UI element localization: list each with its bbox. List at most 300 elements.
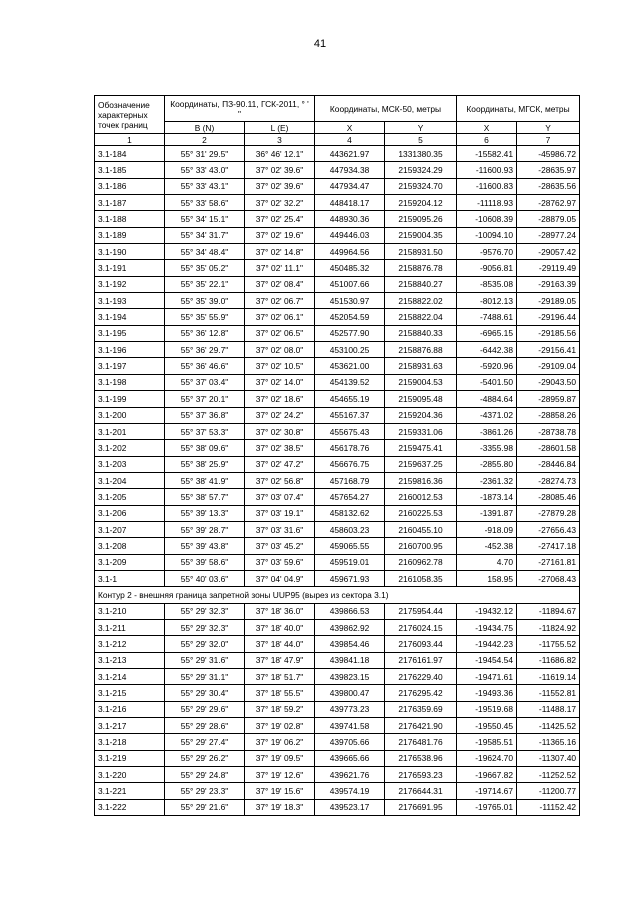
header-sub-msk-y: Y [385,122,457,134]
table-row [95,456,580,472]
mgsk-x-cell: -19434.75 [457,619,517,635]
msk-x-cell: 456676.75 [315,456,385,472]
mgsk-x-cell: -11600.93 [457,162,517,178]
msk-y-cell: 2158822.04 [385,309,457,325]
header-group-msk: Координаты, МСК-50, метры [315,96,457,122]
msk-y-cell: 2176421.90 [385,718,457,734]
table-row [95,538,580,554]
mgsk-x-cell: -19624.70 [457,750,517,766]
longitude-l-cell: 36° 46' 12.1" [245,146,315,162]
msk-y-cell: 2176644.31 [385,783,457,799]
mgsk-y-cell: -28879.05 [517,211,580,227]
mgsk-y-cell: -29043.50 [517,374,580,390]
latitude-b-cell: 55° 35' 05.2" [165,260,245,276]
point-id-cell: 3.1-193 [95,293,165,309]
longitude-l-cell: 37° 19' 09.5" [245,750,315,766]
table-row [95,570,580,586]
latitude-b-cell: 55° 34' 48.4" [165,244,245,260]
point-id-cell: 3.1-210 [95,603,165,619]
msk-y-cell: 2159324.70 [385,178,457,194]
msk-y-cell: 2176593.23 [385,767,457,783]
msk-x-cell: 439841.18 [315,652,385,668]
table-row [95,685,580,701]
msk-y-cell: 2159331.06 [385,423,457,439]
msk-x-cell: 455675.43 [315,423,385,439]
mgsk-x-cell: -19714.67 [457,783,517,799]
table-row [95,211,580,227]
mgsk-y-cell: -11894.67 [517,603,580,619]
longitude-l-cell: 37° 02' 08.4" [245,276,315,292]
latitude-b-cell: 55° 34' 15.1" [165,211,245,227]
latitude-b-cell: 55° 39' 43.8" [165,538,245,554]
point-id-cell: 3.1-206 [95,505,165,521]
msk-x-cell: 448930.36 [315,211,385,227]
latitude-b-cell: 55° 29' 26.2" [165,750,245,766]
msk-y-cell: 2159637.25 [385,456,457,472]
latitude-b-cell: 55° 39' 28.7" [165,521,245,537]
header-num-6: 6 [457,134,517,146]
latitude-b-cell: 55° 37' 36.8" [165,407,245,423]
latitude-b-cell: 55° 39' 13.3" [165,505,245,521]
latitude-b-cell: 55° 36' 12.8" [165,325,245,341]
mgsk-y-cell: -29109.04 [517,358,580,374]
msk-y-cell: 2160012.53 [385,489,457,505]
mgsk-y-cell: -28635.56 [517,178,580,194]
mgsk-y-cell: -28738.78 [517,423,580,439]
point-id-cell: 3.1-200 [95,407,165,423]
msk-y-cell: 2159204.12 [385,195,457,211]
msk-y-cell: 2176481.76 [385,734,457,750]
msk-x-cell: 458132.62 [315,505,385,521]
mgsk-y-cell: -28959.87 [517,391,580,407]
header-num-4: 4 [315,134,385,146]
point-id-cell: 3.1-190 [95,244,165,260]
point-id-cell: 3.1-197 [95,358,165,374]
latitude-b-cell: 55° 29' 23.3" [165,783,245,799]
mgsk-x-cell: 4.70 [457,554,517,570]
longitude-l-cell: 37° 03' 31.6" [245,521,315,537]
mgsk-y-cell: -27879.28 [517,505,580,521]
table-row [95,309,580,325]
longitude-l-cell: 37° 18' 55.5" [245,685,315,701]
point-id-cell: 3.1-185 [95,162,165,178]
mgsk-x-cell: -19550.45 [457,718,517,734]
mgsk-x-cell: -918.09 [457,521,517,537]
coordinates-table [94,95,580,816]
mgsk-y-cell: -11619.14 [517,669,580,685]
longitude-l-cell: 37° 02' 24.2" [245,407,315,423]
point-id-cell: 3.1-213 [95,652,165,668]
msk-x-cell: 451007.66 [315,276,385,292]
mgsk-y-cell: -11755.52 [517,636,580,652]
msk-x-cell: 439741.58 [315,718,385,734]
msk-x-cell: 449446.03 [315,227,385,243]
longitude-l-cell: 37° 02' 30.8" [245,423,315,439]
header-num-2: 2 [165,134,245,146]
mgsk-y-cell: -28635.97 [517,162,580,178]
mgsk-y-cell: -11365.16 [517,734,580,750]
point-id-cell: 3.1-219 [95,750,165,766]
point-id-cell: 3.1-216 [95,701,165,717]
mgsk-y-cell: -11252.52 [517,767,580,783]
msk-x-cell: 455167.37 [315,407,385,423]
table-row [95,195,580,211]
latitude-b-cell: 55° 39' 58.6" [165,554,245,570]
table-row [95,767,580,783]
msk-x-cell: 452577.90 [315,325,385,341]
point-id-cell: 3.1-209 [95,554,165,570]
latitude-b-cell: 55° 29' 32.0" [165,636,245,652]
latitude-b-cell: 55° 35' 55.9" [165,309,245,325]
table-row [95,146,580,162]
msk-y-cell: 2158876.88 [385,342,457,358]
msk-y-cell: 2176161.97 [385,652,457,668]
point-id-cell: 3.1-184 [95,146,165,162]
point-id-cell: 3.1-191 [95,260,165,276]
mgsk-y-cell: -11686.82 [517,652,580,668]
longitude-l-cell: 37° 02' 47.2" [245,456,315,472]
longitude-l-cell: 37° 02' 18.6" [245,391,315,407]
latitude-b-cell: 55° 29' 24.8" [165,767,245,783]
table-row [95,276,580,292]
table-row [95,325,580,341]
point-id-cell: 3.1-218 [95,734,165,750]
mgsk-x-cell: -19667.82 [457,767,517,783]
mgsk-x-cell: -19585.51 [457,734,517,750]
mgsk-y-cell: -28762.97 [517,195,580,211]
mgsk-x-cell: -9056.81 [457,260,517,276]
mgsk-y-cell: -29119.49 [517,260,580,276]
point-id-cell: 3.1-205 [95,489,165,505]
msk-x-cell: 448418.17 [315,195,385,211]
latitude-b-cell: 55° 33' 58.6" [165,195,245,211]
latitude-b-cell: 55° 38' 41.9" [165,472,245,488]
latitude-b-cell: 55° 29' 31.1" [165,669,245,685]
point-id-cell: 3.1-204 [95,472,165,488]
latitude-b-cell: 55° 29' 29.6" [165,701,245,717]
latitude-b-cell: 55° 29' 30.4" [165,685,245,701]
table-row [95,407,580,423]
point-id-cell: 3.1-186 [95,178,165,194]
mgsk-y-cell: -11824.92 [517,619,580,635]
msk-y-cell: 2160962.78 [385,554,457,570]
msk-x-cell: 447934.47 [315,178,385,194]
msk-x-cell: 453100.25 [315,342,385,358]
longitude-l-cell: 37° 18' 51.7" [245,669,315,685]
mgsk-y-cell: -29057.42 [517,244,580,260]
point-id-cell: 3.1-188 [95,211,165,227]
longitude-l-cell: 37° 19' 06.2" [245,734,315,750]
msk-x-cell: 439523.17 [315,799,385,815]
point-id-cell: 3.1-195 [95,325,165,341]
mgsk-x-cell: -19454.54 [457,652,517,668]
msk-y-cell: 2159095.26 [385,211,457,227]
table-row [95,374,580,390]
mgsk-x-cell: -11600.83 [457,178,517,194]
mgsk-y-cell: -45986.72 [517,146,580,162]
msk-x-cell: 439621.76 [315,767,385,783]
table-row [95,554,580,570]
msk-x-cell: 454655.19 [315,391,385,407]
msk-x-cell: 459519.01 [315,554,385,570]
latitude-b-cell: 55° 33' 43.0" [165,162,245,178]
latitude-b-cell: 55° 37' 20.1" [165,391,245,407]
mgsk-x-cell: -19519.68 [457,701,517,717]
latitude-b-cell: 55° 40' 03.6" [165,570,245,586]
table-row [95,358,580,374]
msk-x-cell: 439800.47 [315,685,385,701]
latitude-b-cell: 55° 37' 03.4" [165,374,245,390]
msk-y-cell: 2159816.36 [385,472,457,488]
mgsk-x-cell: -11118.93 [457,195,517,211]
latitude-b-cell: 55° 34' 31.7" [165,227,245,243]
mgsk-x-cell: -6965.15 [457,325,517,341]
msk-x-cell: 439866.53 [315,603,385,619]
header-sub-mgsk-y: Y [517,122,580,134]
latitude-b-cell: 55° 29' 21.6" [165,799,245,815]
mgsk-x-cell: -8535.08 [457,276,517,292]
msk-x-cell: 439854.46 [315,636,385,652]
table-row [95,162,580,178]
latitude-b-cell: 55° 38' 25.9" [165,456,245,472]
mgsk-y-cell: -27068.43 [517,570,580,586]
longitude-l-cell: 37° 02' 38.5" [245,440,315,456]
msk-y-cell: 2176229.40 [385,669,457,685]
table-row [95,391,580,407]
mgsk-x-cell: -3861.26 [457,423,517,439]
header-num-7: 7 [517,134,580,146]
mgsk-x-cell: -2361.32 [457,472,517,488]
header-num-1: 1 [95,134,165,146]
point-id-cell: 3.1-201 [95,423,165,439]
mgsk-y-cell: -11152.42 [517,799,580,815]
point-id-cell: 3.1-215 [95,685,165,701]
msk-x-cell: 439862.92 [315,619,385,635]
msk-y-cell: 1331380.35 [385,146,457,162]
longitude-l-cell: 37° 18' 59.2" [245,701,315,717]
mgsk-x-cell: -19493.36 [457,685,517,701]
longitude-l-cell: 37° 02' 32.2" [245,195,315,211]
msk-x-cell: 459065.55 [315,538,385,554]
mgsk-y-cell: -27417.18 [517,538,580,554]
latitude-b-cell: 55° 37' 53.3" [165,423,245,439]
mgsk-x-cell: -452.38 [457,538,517,554]
point-id-cell: 3.1-199 [95,391,165,407]
table-row [95,701,580,717]
longitude-l-cell: 37° 02' 08.0" [245,342,315,358]
mgsk-y-cell: -11488.17 [517,701,580,717]
msk-x-cell: 447934.38 [315,162,385,178]
msk-y-cell: 2159475.41 [385,440,457,456]
point-id-cell: 3.1-214 [95,669,165,685]
table-row [95,178,580,194]
msk-y-cell: 2160455.10 [385,521,457,537]
mgsk-y-cell: -11307.40 [517,750,580,766]
mgsk-y-cell: -28601.58 [517,440,580,456]
longitude-l-cell: 37° 19' 02.8" [245,718,315,734]
mgsk-y-cell: -28446.84 [517,456,580,472]
msk-x-cell: 454139.52 [315,374,385,390]
msk-x-cell: 456178.76 [315,440,385,456]
msk-x-cell: 459671.93 [315,570,385,586]
msk-y-cell: 2159095.48 [385,391,457,407]
latitude-b-cell: 55° 29' 32.3" [165,619,245,635]
msk-y-cell: 2158840.33 [385,325,457,341]
mgsk-x-cell: -3355.98 [457,440,517,456]
latitude-b-cell: 55° 38' 09.6" [165,440,245,456]
msk-x-cell: 458603.23 [315,521,385,537]
longitude-l-cell: 37° 03' 59.6" [245,554,315,570]
msk-y-cell: 2159204.36 [385,407,457,423]
table-row [95,260,580,276]
table-row [95,521,580,537]
table-row [95,423,580,439]
longitude-l-cell: 37° 02' 25.4" [245,211,315,227]
msk-x-cell: 439705.66 [315,734,385,750]
longitude-l-cell: 37° 19' 18.3" [245,799,315,815]
mgsk-x-cell: -19432.12 [457,603,517,619]
msk-x-cell: 439823.15 [315,669,385,685]
mgsk-x-cell: -5920.96 [457,358,517,374]
msk-y-cell: 2176359.69 [385,701,457,717]
longitude-l-cell: 37° 18' 36.0" [245,603,315,619]
mgsk-y-cell: -11425.52 [517,718,580,734]
point-id-cell: 3.1-211 [95,619,165,635]
point-id-cell: 3.1-217 [95,718,165,734]
latitude-b-cell: 55° 36' 29.7" [165,342,245,358]
mgsk-x-cell: -4371.02 [457,407,517,423]
longitude-l-cell: 37° 02' 56.8" [245,472,315,488]
latitude-b-cell: 55° 31' 29.5" [165,146,245,162]
mgsk-x-cell: -1391.87 [457,505,517,521]
table-row [95,293,580,309]
latitude-b-cell: 55° 29' 27.4" [165,734,245,750]
header-num-5: 5 [385,134,457,146]
mgsk-x-cell: -9576.70 [457,244,517,260]
header-group-geo: Координаты, ПЗ-90.11, ГСК-2011, ° ' " [165,96,315,122]
msk-x-cell: 452054.59 [315,309,385,325]
point-id-cell: 3.1-221 [95,783,165,799]
msk-y-cell: 2158876.78 [385,260,457,276]
msk-y-cell: 2158931.63 [385,358,457,374]
mgsk-x-cell: 158.95 [457,570,517,586]
mgsk-y-cell: -28977.24 [517,227,580,243]
table-row [95,718,580,734]
mgsk-y-cell: -29156.41 [517,342,580,358]
table-row [95,783,580,799]
longitude-l-cell: 37° 19' 15.6" [245,783,315,799]
mgsk-y-cell: -27161.81 [517,554,580,570]
msk-x-cell: 443621.97 [315,146,385,162]
header-sub-b: B (N) [165,122,245,134]
table-row [95,440,580,456]
contour-title: Контур 2 - внешняя граница запретной зоны UUP95 (вырез из сектора 3.1) [95,587,580,603]
table-row [95,227,580,243]
msk-y-cell: 2159004.53 [385,374,457,390]
point-id-cell: 3.1-187 [95,195,165,211]
longitude-l-cell: 37° 02' 06.5" [245,325,315,341]
table-row [95,342,580,358]
longitude-l-cell: 37° 19' 12.6" [245,767,315,783]
point-id-cell: 3.1-194 [95,309,165,325]
msk-x-cell: 439665.66 [315,750,385,766]
table-row [95,603,580,619]
mgsk-x-cell: -7488.61 [457,309,517,325]
msk-y-cell: 2176024.15 [385,619,457,635]
header-designation: Обозначение характерных точек границ [95,96,165,134]
header-sub-msk-x: X [315,122,385,134]
point-id-cell: 3.1-192 [95,276,165,292]
mgsk-y-cell: -29189.05 [517,293,580,309]
table-row [95,489,580,505]
mgsk-x-cell: -5401.50 [457,374,517,390]
msk-x-cell: 449964.56 [315,244,385,260]
mgsk-x-cell: -1873.14 [457,489,517,505]
longitude-l-cell: 37° 04' 04.9" [245,570,315,586]
msk-y-cell: 2160700.95 [385,538,457,554]
header-num-3: 3 [245,134,315,146]
longitude-l-cell: 37° 02' 19.6" [245,227,315,243]
table-row [95,505,580,521]
point-id-cell: 3.1-1 [95,570,165,586]
table-row [95,799,580,815]
msk-x-cell: 457168.79 [315,472,385,488]
msk-y-cell: 2161058.35 [385,570,457,586]
latitude-b-cell: 55° 38' 57.7" [165,489,245,505]
latitude-b-cell: 55° 29' 32.3" [165,603,245,619]
table-row [95,652,580,668]
msk-y-cell: 2158931.50 [385,244,457,260]
mgsk-x-cell: -19471.61 [457,669,517,685]
page-number: 41 [313,38,327,50]
latitude-b-cell: 55° 29' 28.6" [165,718,245,734]
header-group-mgsk: Координаты, МГСК, метры [457,96,580,122]
msk-x-cell: 439773.23 [315,701,385,717]
mgsk-y-cell: -28085.46 [517,489,580,505]
table-row [95,636,580,652]
point-id-cell: 3.1-198 [95,374,165,390]
msk-x-cell: 451530.97 [315,293,385,309]
point-id-cell: 3.1-189 [95,227,165,243]
msk-y-cell: 2158840.27 [385,276,457,292]
msk-y-cell: 2159004.35 [385,227,457,243]
mgsk-x-cell: -10608.39 [457,211,517,227]
mgsk-x-cell: -8012.13 [457,293,517,309]
point-id-cell: 3.1-196 [95,342,165,358]
msk-x-cell: 450485.32 [315,260,385,276]
longitude-l-cell: 37° 18' 40.0" [245,619,315,635]
mgsk-x-cell: -15582.41 [457,146,517,162]
mgsk-x-cell: -19765.01 [457,799,517,815]
longitude-l-cell: 37° 02' 06.1" [245,309,315,325]
table-row [95,669,580,685]
point-id-cell: 3.1-208 [95,538,165,554]
msk-x-cell: 457654.27 [315,489,385,505]
mgsk-y-cell: -29163.39 [517,276,580,292]
msk-y-cell: 2176295.42 [385,685,457,701]
msk-y-cell: 2160225.53 [385,505,457,521]
longitude-l-cell: 37° 18' 47.9" [245,652,315,668]
table-row [95,472,580,488]
latitude-b-cell: 55° 35' 22.1" [165,276,245,292]
latitude-b-cell: 55° 36' 46.6" [165,358,245,374]
mgsk-x-cell: -4884.64 [457,391,517,407]
longitude-l-cell: 37° 02' 06.7" [245,293,315,309]
msk-y-cell: 2159324.29 [385,162,457,178]
longitude-l-cell: 37° 03' 07.4" [245,489,315,505]
mgsk-x-cell: -2855.80 [457,456,517,472]
longitude-l-cell: 37° 03' 19.1" [245,505,315,521]
